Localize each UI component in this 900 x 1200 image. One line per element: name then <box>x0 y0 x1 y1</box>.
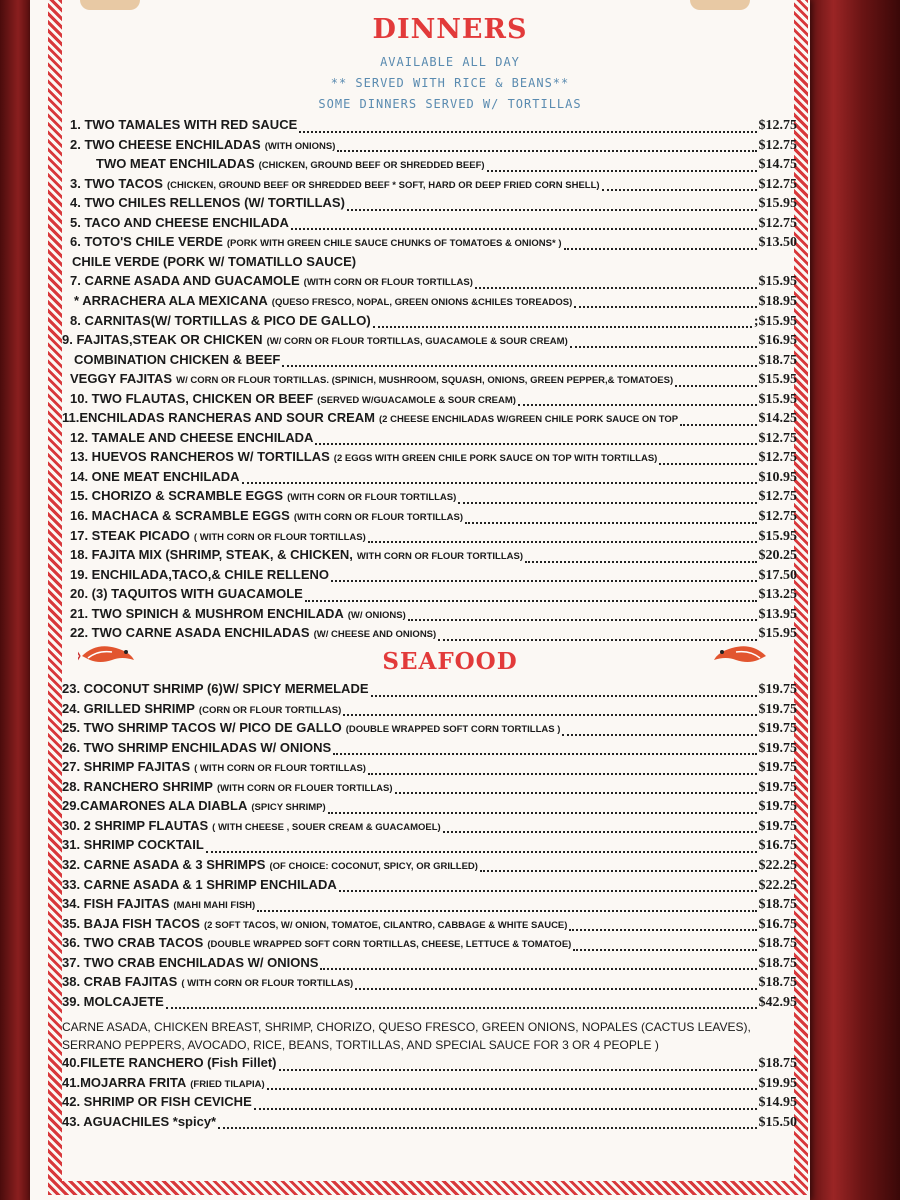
leader-dots <box>320 958 756 970</box>
menu-item-name: 35. BAJA FISH TACOS <box>62 915 200 931</box>
menu-item-row <box>62 293 797 312</box>
menu-item-row <box>62 837 797 856</box>
menu-item-price: $14.95 <box>758 1095 797 1110</box>
menu-item-note: WITH CORN OR FLOUR TORTILLAS) <box>356 551 523 563</box>
menu-item-name: 34. FISH FAJITAS <box>62 896 170 912</box>
leader-dots <box>569 919 756 931</box>
menu-item-price: $19.75 <box>758 818 797 834</box>
leader-dots <box>675 375 756 387</box>
menu-item-row <box>62 391 797 410</box>
leader-dots <box>218 1117 756 1129</box>
menu-item-name: 10. TWO FLAUTAS, CHICKEN OR BEEF <box>70 390 314 406</box>
leader-dots <box>206 841 757 853</box>
leader-dots <box>166 997 757 1009</box>
menu-item-price: $12.75 <box>758 176 797 192</box>
leader-dots <box>291 218 757 230</box>
menu-item-row <box>62 410 797 429</box>
leader-dots <box>333 743 756 755</box>
leader-dots <box>267 1078 757 1090</box>
menu-item-row <box>62 916 797 935</box>
menu-item-note: (W/ ONIONS) <box>347 609 406 621</box>
leader-dots <box>465 512 756 524</box>
menu-item-note: ( WITH CORN OR FLOUR TORTILLAS) <box>194 763 366 775</box>
menu-item-row <box>62 215 797 234</box>
seafood-title: SEAFOOD <box>382 648 518 675</box>
menu-item-row <box>62 818 797 837</box>
menu-item-row <box>62 254 797 273</box>
menu-item-name: 42. SHRIMP OR FISH CEVICHE <box>62 1094 252 1109</box>
menu-item-name: CHILE VERDE (PORK W/ TOMATILLO SAUCE) <box>72 253 357 269</box>
menu-item-name: 27. SHRIMP FAJITAS <box>62 759 191 775</box>
menu-item-row <box>62 701 797 720</box>
dinners-subtitle-available: AVAILABLE ALL DAY <box>380 55 520 69</box>
menu-item-name: 7. CARNE ASADA AND GUACAMOLE <box>70 273 300 289</box>
leader-dots <box>337 140 756 152</box>
menu-item-row <box>62 117 797 136</box>
menu-item-price: $15.50 <box>758 1114 797 1130</box>
leader-dots <box>458 492 756 504</box>
menu-item-price: $13.95 <box>758 606 797 622</box>
menu-item-name: 28. RANCHERO SHRIMP <box>62 778 213 794</box>
menu-item-note: (WITH ONIONS) <box>264 140 336 152</box>
menu-item-price: $10.95 <box>758 469 797 485</box>
menu-item-note: ( WITH CORN OR FLOUR TORTILLAS) <box>181 978 354 990</box>
menu-item-note: (QUESO FRESCO, NOPAL, GREEN ONIONS &CHILES TOREADOS) <box>271 296 573 308</box>
menu-item-row <box>62 720 797 739</box>
menu-item-note: (W/ CORN OR FLOUR TORTILLAS, GUACAMOLE & SOUR CREAM) <box>266 336 568 348</box>
leader-dots <box>347 199 757 211</box>
menu-item-note: (W/ CHEESE AND ONIONS) <box>313 629 437 641</box>
leader-dots <box>438 629 756 641</box>
menu-item-price: $12.75 <box>758 137 797 153</box>
menu-item-row <box>62 1055 797 1074</box>
menu-item-name: 43. AGUACHILES *spicy* <box>62 1113 217 1129</box>
menu-item-row <box>62 430 797 449</box>
menu-item-price: $22.25 <box>758 857 797 873</box>
menu-item-note: (CHICKEN, GROUND BEEF OR SHREDDED BEEF) <box>258 160 485 172</box>
menu-item-row <box>62 798 797 817</box>
menu-item-name: 13. HUEVOS RANCHEROS W/ TORTILLAS <box>70 449 330 465</box>
menu-item-note: (DOUBLE WRAPPED SOFT CORN TORTILLAS ) <box>345 724 561 736</box>
menu-item-name: 3. TWO TACOS <box>70 175 163 191</box>
menu-item-price: $19.75 <box>758 740 797 756</box>
menu-item-price: $14.25 <box>758 411 797 427</box>
menu-item-note: W/ CORN OR FLOUR TORTILLAS. (SPINICH, MUSHROOM, SQUASH, ONIONS, GREEN PEPPER,& TOMATOES) <box>176 375 674 387</box>
menu-item-name: COMBINATION CHICKEN & BEEF <box>74 351 281 367</box>
menu-item-price: $15.95 <box>758 274 797 290</box>
menu-item-row <box>62 371 797 390</box>
leader-dots <box>373 316 752 328</box>
menu-item-price: $12.75 <box>758 450 797 466</box>
menu-item-price: $18.75 <box>758 352 797 368</box>
leader-dots <box>408 609 757 621</box>
menu-item-note: (CORN OR FLOUR TORTILLAS) <box>198 704 342 716</box>
menu-item-row <box>62 994 797 1013</box>
menu-item-price: $13.50 <box>758 235 797 251</box>
menu-item-name: 30. 2 SHRIMP FLAUTAS <box>62 817 209 833</box>
menu-item-row <box>62 877 797 896</box>
menu-item-name: 5. TACO AND CHEESE ENCHILADA <box>70 214 289 230</box>
menu-item-row <box>62 488 797 507</box>
menu-item-row <box>62 508 797 527</box>
menu-item-name: 20. (3) TAQUITOS WITH GUACAMOLE <box>70 586 303 602</box>
leader-dots <box>254 1098 757 1110</box>
leader-dots <box>368 531 757 543</box>
leader-dots <box>331 570 756 582</box>
menu-item-name: 22. TWO CARNE ASADA ENCHILADAS <box>70 625 310 641</box>
menu-item-name: 33. CARNE ASADA & 1 SHRIMP ENCHILADA <box>62 876 337 892</box>
menu-item-row <box>62 896 797 915</box>
menu-item-name: 6. TOTO'S CHILE VERDE <box>70 234 223 250</box>
menu-item-price: $18.75 <box>758 955 797 971</box>
menu-item-price: $12.75 <box>758 118 797 133</box>
leader-dots <box>355 978 756 990</box>
menu-item-price: $17.50 <box>758 567 797 583</box>
menu-item-note: (2 EGGS WITH GREEN CHILE PORK SAUCE ON TOP WITH TORTILLAS) <box>333 453 658 465</box>
menu-item-row <box>62 935 797 954</box>
menu-item-price: $15.95 <box>758 528 797 544</box>
menu-item-name: 25. TWO SHRIMP TACOS W/ PICO DE GALLO <box>62 720 342 736</box>
menu-item-row <box>62 234 797 253</box>
menu-item-price: $18.75 <box>758 975 797 991</box>
menu-item-row <box>62 1094 797 1113</box>
leader-dots <box>328 802 757 814</box>
food-photo-edge-left <box>80 0 140 10</box>
menu-item-note: (WITH CORN OR FLOUR TORTILLAS) <box>287 492 457 504</box>
menu-item-name: 16. MACHACA & SCRAMBLE EGGS <box>70 508 290 523</box>
menu-item-price: $16.75 <box>758 916 797 932</box>
menu-item-name: 17. STEAK PICADO <box>70 527 190 543</box>
menu-item-name: 15. CHORIZO & SCRAMBLE EGGS <box>70 488 284 504</box>
leader-dots <box>518 394 757 406</box>
menu-item-row <box>62 156 797 175</box>
menu-item-note: (2 CHEESE ENCHILADAS W/GREEN CHILE PORK SAUCE ON TOP <box>379 414 679 426</box>
menu-item-price: $18.75 <box>758 897 797 913</box>
menu-item-name: 1. TWO TAMALES WITH RED SAUCE <box>70 117 298 132</box>
leader-dots <box>242 472 757 484</box>
menu-item-price: ;$15.95 <box>753 313 797 329</box>
menu-item-name: 11.ENCHILADAS RANCHERAS AND SOUR CREAM <box>62 410 375 426</box>
menu-item-name: 37. TWO CRAB ENCHILADAS W/ ONIONS <box>62 954 319 970</box>
leader-dots <box>339 880 757 892</box>
menu-item-name: 12. TAMALE AND CHEESE ENCHILADA <box>70 429 314 445</box>
leader-dots <box>487 160 757 172</box>
leader-dots <box>395 782 757 794</box>
menu-item-note: (MAHI MAHI FISH) <box>173 900 256 912</box>
leader-dots <box>574 296 756 308</box>
leader-dots <box>564 238 757 250</box>
menu-item-row <box>62 352 797 371</box>
leader-dots <box>371 685 757 697</box>
leader-dots <box>570 336 757 348</box>
menu-item-price: $12.75 <box>758 430 797 446</box>
leader-dots <box>368 763 757 775</box>
menu-cover-right <box>805 0 900 1200</box>
menu-cover-left <box>0 0 30 1200</box>
leader-dots <box>573 939 756 951</box>
menu-item-price: $19.75 <box>758 682 797 697</box>
menu-item-price: $16.75 <box>758 838 797 854</box>
leader-dots <box>279 1059 757 1071</box>
menu-item-name: 4. TWO CHILES RELLENOS (W/ TORTILLAS) <box>70 195 345 211</box>
menu-item-row <box>62 567 797 586</box>
menu-item-row <box>62 176 797 195</box>
menu-item-price: $15.95 <box>758 196 797 212</box>
menu-item-row <box>62 137 797 156</box>
leader-dots <box>680 414 756 426</box>
menu-item-row <box>62 332 797 351</box>
menu-item-price: $16.95 <box>758 333 797 349</box>
menu-item-name: 38. CRAB FAJITAS <box>62 974 178 990</box>
menu-item-row <box>62 1114 797 1133</box>
menu-item-note: ( WITH CORN OR FLOUR TORTILLAS) <box>193 531 366 543</box>
menu-item-note: (OF CHOICE: COCONUT, SPICY, OR GRILLED) <box>269 860 478 872</box>
menu-item-price: $12.75 <box>758 489 797 505</box>
menu-item-note: (WITH CORN OR FLOUER TORTILLAS) <box>216 782 393 794</box>
menu-item-price: $15.95 <box>758 391 797 407</box>
menu-item-price: $19.75 <box>758 721 797 737</box>
menu-item-price: $19.75 <box>758 760 797 776</box>
menu-item-name: 21. TWO SPINICH & MUSHROM ENCHILADA <box>70 605 344 621</box>
menu-item-note: (SPICY SHRIMP) <box>251 802 326 814</box>
menu-item-note: (FRIED TILAPIA) <box>190 1078 265 1090</box>
menu-item-note: (2 SOFT TACOS, W/ ONION, TOMATOE, CILANTRO, CABBAGE & WHITE SAUCE) <box>203 919 568 931</box>
menu-item-price: $18.75 <box>758 936 797 952</box>
food-photo-edge-right <box>690 0 750 10</box>
menu-item-price: $18.95 <box>758 293 797 309</box>
menu-item-price: $19.75 <box>758 779 797 795</box>
menu-item-price: $12.75 <box>758 215 797 231</box>
menu-item-name: 24. GRILLED SHRIMP <box>62 700 195 716</box>
leader-dots <box>602 179 757 191</box>
menu-item-row <box>62 586 797 605</box>
menu-item-row <box>62 955 797 974</box>
menu-item-note: (WITH CORN OR FLOUR TORTILLAS) <box>293 512 464 523</box>
menu-item-row <box>62 469 797 488</box>
menu-item-price: $18.75 <box>758 1056 797 1071</box>
menu-item-name: 18. FAJITA MIX (SHRIMP, STEAK, & CHICKEN, <box>70 547 353 563</box>
menu-item-name: 23. COCONUT SHRIMP (6)W/ SPICY MERMELADE <box>62 681 369 696</box>
menu-item-price: $12.75 <box>758 509 797 524</box>
menu-item-price: $22.25 <box>758 877 797 893</box>
menu-item-name: 26. TWO SHRIMP ENCHILADAS W/ ONIONS <box>62 739 332 755</box>
leader-dots <box>475 277 757 289</box>
menu-item-name: 14. ONE MEAT ENCHILADA <box>70 468 240 484</box>
menu-item-note: ( WITH CHEESE , SOUER CREAM & GUACAMOEL) <box>212 821 441 833</box>
menu-item-row <box>62 857 797 876</box>
shrimp-icon <box>710 640 770 666</box>
leader-dots <box>480 860 757 872</box>
menu-item-name: 19. ENCHILADA,TACO,& CHILE RELLENO <box>70 566 330 582</box>
menu-item-name: 31. SHRIMP COCKTAIL <box>62 837 204 853</box>
dinners-title: DINNERS <box>372 14 528 45</box>
leader-dots <box>299 121 756 133</box>
menu-item-row <box>62 974 797 993</box>
menu-item-name: 39. MOLCAJETE <box>62 993 164 1009</box>
menu-item-name: 40.FILETE RANCHERO (Fish Fillet) <box>62 1055 277 1070</box>
menu-item-row <box>62 740 797 759</box>
leader-dots <box>257 900 756 912</box>
menu-item-note: (DOUBLE WRAPPED SOFT CORN TORTILLAS, CHEESE, LETTUCE & TOMATOE) <box>207 939 572 951</box>
leader-dots <box>562 724 756 736</box>
leader-dots <box>343 704 756 716</box>
menu-item-row <box>62 547 797 566</box>
menu-item-row <box>62 625 797 644</box>
menu-item-price: $14.75 <box>758 157 797 173</box>
menu-item-row <box>62 528 797 547</box>
menu-item-price: $42.95 <box>758 994 797 1010</box>
leader-dots <box>443 821 757 833</box>
menu-item-note: (CHICKEN, GROUND BEEF OR SHREDDED BEEF * SOFT, HARD OR DEEP FRIED CORN SHELL) <box>166 179 600 191</box>
menu-item-note: (WITH CORN OR FLOUR TORTILLAS) <box>303 277 473 289</box>
menu-item-price: $13.25 <box>758 587 797 603</box>
menu-item-row <box>62 273 797 292</box>
leader-dots <box>315 433 756 445</box>
menu-item-name: * ARRACHERA ALA MEXICANA <box>74 292 268 308</box>
menu-item-row <box>62 606 797 625</box>
menu-item-name: VEGGY FAJITAS <box>70 371 173 387</box>
menu-item-note: (PORK WITH GREEN CHILE SAUCE CHUNKS OF TOMATOES & ONIONS* ) <box>226 238 562 250</box>
menu-item-price: $19.75 <box>758 799 797 815</box>
molcajete-description: CARNE ASADA, CHICKEN BREAST, SHRIMP, CHORIZO, QUESO FRESCO, GREEN ONIONS, NOPALES (CACTUS LEAVES), SERRANO PEPPERS, AVOCADO, RICE, BEANS, TORTILLAS, AND SPECIAL SAUCE FOR 3 OR 4 PEOPLE ) <box>62 1020 751 1052</box>
menu-item-row <box>62 779 797 798</box>
menu-item-name: 8. CARNITAS(W/ TORTILLAS & PICO DE GALLO) <box>70 312 371 328</box>
menu-item-name: TWO MEAT ENCHILADAS <box>96 156 255 172</box>
menu-item-name: 9. FAJITAS,STEAK OR CHICKEN <box>62 332 263 348</box>
menu-item-price: $15.95 <box>758 626 797 642</box>
menu-item-price: $19.75 <box>758 701 797 717</box>
menu-item-name: 32. CARNE ASADA & 3 SHRIMPS <box>62 856 266 872</box>
dinners-subtitle-rice-beans: ** SERVED WITH RICE & BEANS** <box>330 76 570 90</box>
dinners-subtitle-tortillas: SOME DINNERS SERVED W/ TORTILLAS <box>318 97 582 111</box>
menu-item-price: $19.95 <box>758 1075 797 1091</box>
menu-item-name: 2. TWO CHEESE ENCHILADAS <box>70 136 261 152</box>
menu-item-row <box>62 195 797 214</box>
menu-item-row <box>62 313 797 332</box>
menu-item-name: 36. TWO CRAB TACOS <box>62 935 204 951</box>
menu-item-name: 41.MOJARRA FRITA <box>62 1074 187 1090</box>
menu-item-name: 29.CAMARONES ALA DIABLA <box>62 798 248 814</box>
menu-item-price: $15.95 <box>758 372 797 388</box>
leader-dots <box>305 590 757 602</box>
leader-dots <box>282 355 756 367</box>
menu-item-row <box>62 449 797 468</box>
leader-dots <box>659 453 756 465</box>
menu-item-note: (SERVED W/GUACAMOLE & SOUR CREAM) <box>317 394 516 406</box>
menu-item-row <box>62 1075 797 1094</box>
menu-item-row <box>62 681 797 700</box>
menu-item-row <box>62 759 797 778</box>
menu-item-price: $20.25 <box>758 548 797 564</box>
leader-dots <box>525 551 757 563</box>
